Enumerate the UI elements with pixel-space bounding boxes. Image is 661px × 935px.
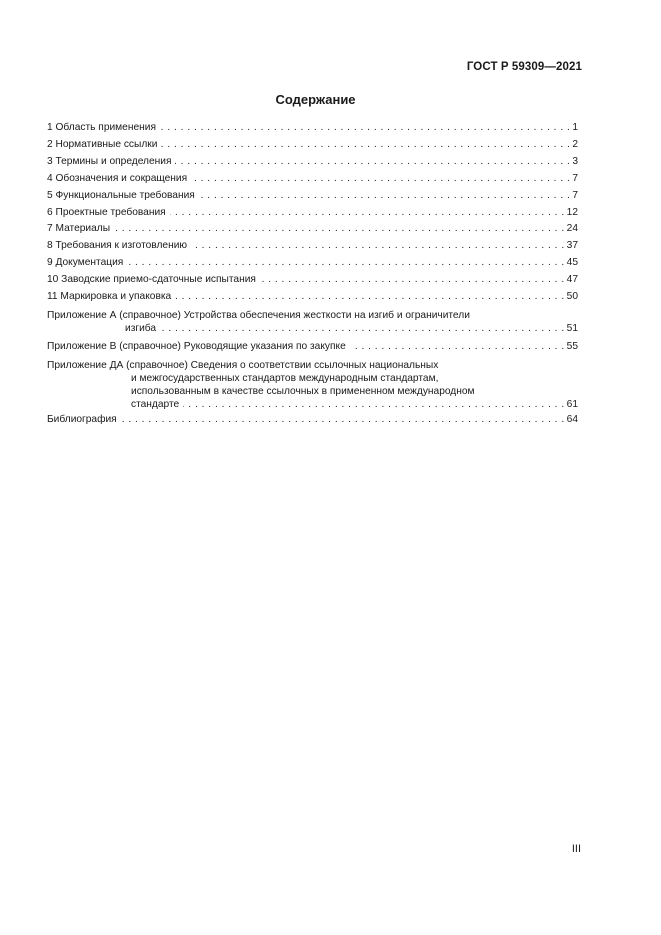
toc-entry-label: 4 Обозначения и сокращения [47, 172, 188, 184]
toc-entry[interactable] [47, 272, 578, 289]
bibliography-page: 64 [566, 413, 578, 425]
annex-da-line2: и межгосударственных стандартов международным стандартам, [131, 372, 439, 384]
leader-dots [127, 259, 564, 272]
toc-entry-label: 7 Материалы [47, 223, 111, 235]
toc-entry-annex-b[interactable] [47, 339, 578, 356]
leader-dots [175, 158, 570, 171]
toc-entry-page: 50 [566, 291, 578, 303]
leader-dots [160, 323, 565, 336]
toc-entry[interactable] [47, 154, 578, 171]
annex-da-line3: использованным в качестве ссылочных в примененном международном [131, 385, 475, 397]
toc-entry-page: 45 [566, 257, 578, 269]
leader-dots [260, 276, 565, 289]
toc-entry[interactable] [47, 221, 578, 238]
toc-entry-label: 5 Функциональные требования [47, 189, 195, 201]
annex-da-line1: Приложение ДА (справочное) Сведения о соответствии ссылочных национальных [47, 359, 439, 371]
toc-entry-page: 7 [572, 189, 578, 201]
leader-dots [161, 141, 570, 154]
toc-entry[interactable] [47, 188, 578, 205]
annex-a-page: 51 [566, 322, 578, 334]
toc-entry[interactable] [47, 205, 578, 222]
leader-dots [191, 175, 570, 188]
toc-entry-label: 6 Проектные требования [47, 206, 166, 218]
leader-dots [199, 192, 571, 205]
toc-entry-annex-da[interactable] [47, 359, 578, 412]
annex-da-last-line [47, 398, 578, 412]
leader-dots [183, 399, 564, 412]
page-number: III [571, 843, 581, 855]
table-of-contents [47, 120, 578, 429]
leader-dots [175, 293, 564, 306]
toc-entry-annex-a[interactable] [47, 309, 578, 336]
toc-entry-label: 3 Термины и определения [47, 155, 172, 167]
toc-entry[interactable] [47, 137, 578, 154]
leader-dots [114, 225, 565, 238]
toc-entry-label: 9 Документация [47, 257, 124, 269]
toc-entry-label: 8 Требования к изготовлению [47, 240, 188, 252]
bibliography-label: Библиография [47, 413, 117, 425]
annex-b-page: 55 [566, 340, 578, 352]
toc-entry-label: 1 Область применения [47, 122, 156, 133]
leader-dots [121, 416, 565, 429]
toc-entry[interactable] [47, 120, 578, 137]
annex-a-line1: Приложение А (справочное) Устройства обеспечения жесткости на изгиб и ограничители [47, 309, 470, 321]
toc-entry-page: 7 [572, 172, 578, 184]
annex-b-label: Приложение В (справочное) Руководящие указания по закупке [47, 340, 346, 352]
leader-dots [191, 242, 565, 255]
toc-title: Содержание [275, 92, 356, 107]
annex-da-page: 61 [566, 398, 578, 410]
toc-entry-page: 24 [566, 223, 578, 235]
toc-entry[interactable] [47, 255, 578, 272]
toc-entry-label: 2 Нормативные ссылки [47, 138, 158, 150]
annex-a-line2: изгиба [125, 322, 157, 334]
leader-dots [350, 343, 565, 356]
toc-entry-label: 11 Маркировка и упаковка [47, 291, 172, 303]
annex-a-last-line [47, 322, 578, 336]
toc-entry-page: 1 [572, 122, 578, 133]
leader-dots [170, 208, 565, 221]
annex-da-line4: стандарте [131, 398, 180, 410]
toc-entry-bibliography[interactable] [47, 412, 578, 429]
leader-dots [160, 124, 570, 137]
toc-entry[interactable] [47, 289, 578, 306]
toc-entry-page: 3 [572, 155, 578, 167]
standard-code: ГОСТ Р 59309—2021 [466, 61, 582, 73]
toc-entry-label: 10 Заводские приемо-сдаточные испытания [47, 274, 256, 286]
toc-entry-page: 2 [572, 138, 578, 150]
toc-entry-page: 37 [566, 240, 578, 252]
toc-entry[interactable] [47, 238, 578, 255]
toc-entry[interactable] [47, 171, 578, 188]
toc-entry-page: 12 [566, 206, 578, 218]
toc-entry-page: 47 [566, 274, 578, 286]
